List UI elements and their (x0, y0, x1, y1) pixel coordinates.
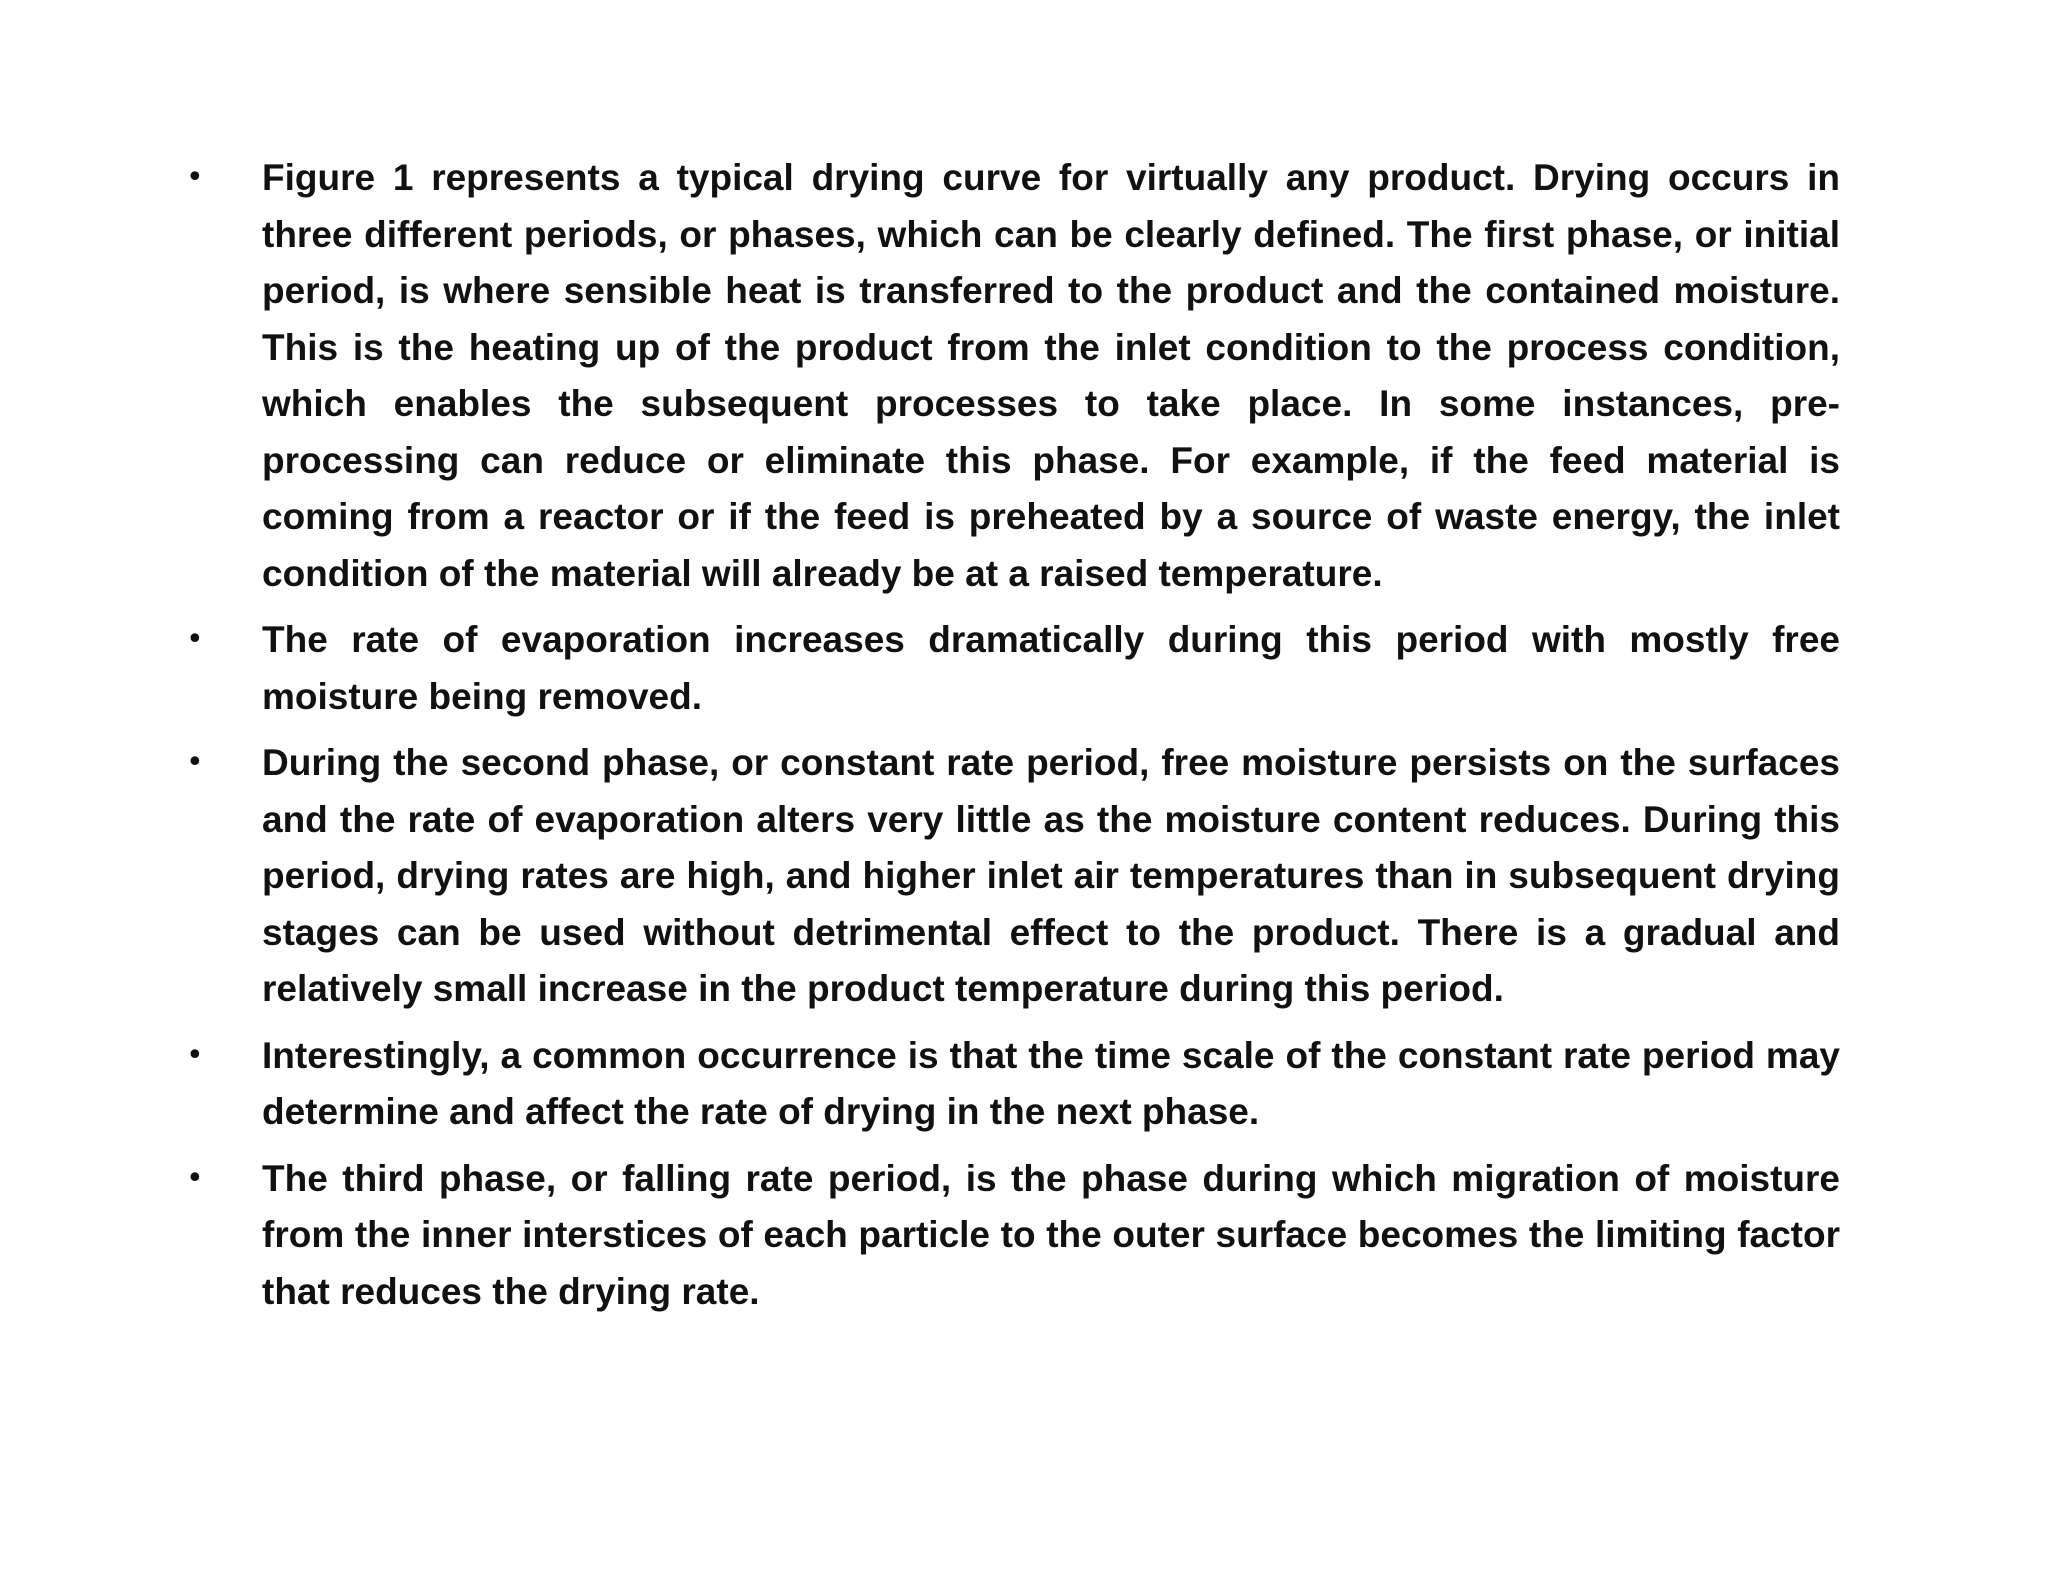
bullet-dot-icon: • (186, 622, 204, 657)
bullet-text: The rate of evaporation increases dramatically during this period with mostly free moisture being removed. (262, 619, 1840, 717)
bullet-text: Interestingly, a common occurrence is that the time scale of the constant rate period may determine and affect the rate of drying in the next phase. (262, 1034, 1840, 1132)
bullet-item (178, 1028, 1840, 1141)
bullet-dot-icon: • (186, 745, 204, 780)
bullet-item (178, 612, 1840, 725)
bullet-text: Figure 1 represents a typical drying curve for virtually any product. Drying occurs in three different periods, or phases, which can be clearly defined. The first phase, or initial period, is where sensible heat is transferred to the product and the contained moisture. This is the heating up of the product from the inlet condition to the process condition, which enables the subsequent processes to take place. In some instances, pre-processing can reduce or eliminate this phase. For example, if the feed material is coming from a reactor or if the feed is preheated by a source of waste energy, the inlet condition of the material will already be at a raised temperature. (262, 157, 1840, 594)
bullet-item (178, 735, 1840, 1018)
bullet-text: During the second phase, or constant rate period, free moisture persists on the surfaces and the rate of evaporation alters very little as the moisture content reduces. During this period, drying rates are high, and higher inlet air temperatures than in subsequent drying stages can be used without detrimental effect to the product. There is a gradual and relatively small increase in the product temperature during this period. (262, 742, 1840, 1009)
bullet-item (178, 1151, 1840, 1321)
bullet-dot-icon: • (186, 160, 204, 195)
bullet-dot-icon: • (186, 1160, 204, 1196)
bullet-list (178, 150, 1840, 1330)
bullet-dot-icon: • (186, 1037, 204, 1073)
bullet-item (178, 150, 1840, 602)
bullet-text: The third phase, or falling rate period, is the phase during which migration of moisture from the inner interstices of each particle to the outer surface becomes the limiting factor that reduces the drying rate. (262, 1157, 1840, 1312)
